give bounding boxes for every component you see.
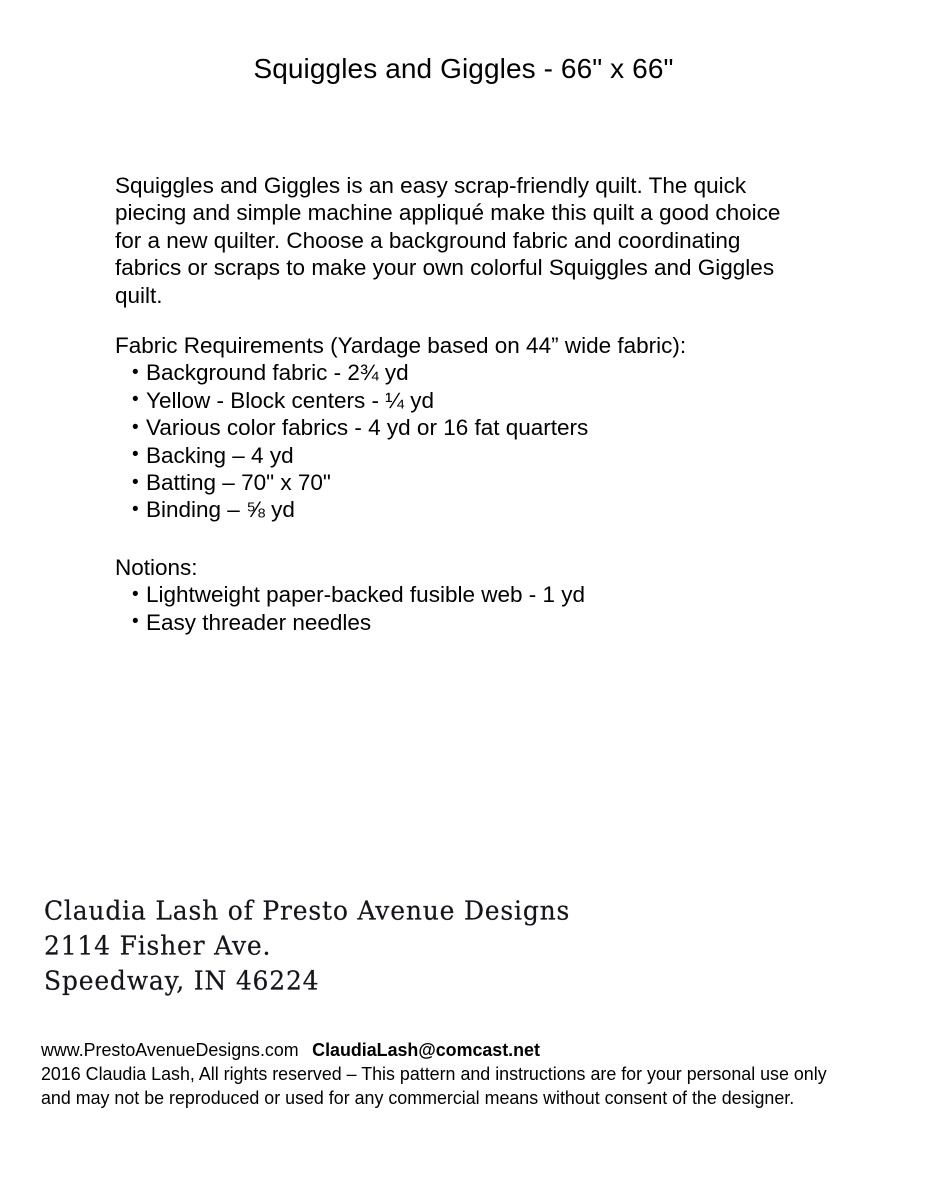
list-item: • Binding – ⅝ yd xyxy=(115,496,815,523)
list-item: • Backing – 4 yd xyxy=(115,442,815,469)
email-link[interactable]: ClaudiaLash@comcast.net xyxy=(312,1039,540,1060)
designer-signature-block xyxy=(44,893,604,998)
footer-contact-line xyxy=(41,1038,856,1062)
fabric-requirements-heading: Fabric Requirements (Yardage based on 44” wide fabric): xyxy=(115,333,687,359)
list-item: • Background fabric - 2¾ yd xyxy=(115,359,815,386)
fabric-requirements-section xyxy=(115,332,815,524)
list-item: • Easy threader needles xyxy=(115,609,815,636)
fabric-requirements-list xyxy=(115,359,815,523)
page-footer xyxy=(41,1038,886,1110)
page-title: Squiggles and Giggles - 66" x 66" xyxy=(253,53,674,84)
document-body xyxy=(115,172,815,636)
list-item: • Various color fabrics - 4 yd or 16 fat quarters xyxy=(115,414,815,441)
notions-heading: Notions: xyxy=(115,554,198,580)
list-item: • Batting – 70" x 70" xyxy=(115,469,815,496)
signature-city-state-zip: Speedway, IN 46224 xyxy=(44,965,320,996)
copyright-notice xyxy=(41,1062,842,1110)
notions-section xyxy=(115,554,815,636)
signature-name: Claudia Lash of Presto Avenue Designs xyxy=(44,895,571,926)
copyright-line-1: 2016 Claudia Lash, All rights reserved – This pattern and instructions are for your personal use only xyxy=(41,1063,827,1084)
intro-paragraph: Squiggles and Giggles is an easy scrap-friendly quilt. The quick piecing and simple machine appliqué make this quilt a good choice for a new quilter. Choose a background fabric and coordinating fabrics or scraps to make your own colorful Squiggles and Giggles quilt. xyxy=(115,173,781,308)
copyright-line-2: and may not be reproduced or used for any commercial means without consent of the designer. xyxy=(41,1087,795,1108)
notions-list xyxy=(115,581,815,636)
signature-street: 2114 Fisher Ave. xyxy=(44,930,272,961)
list-item: • Yellow - Block centers - ¼ yd xyxy=(115,387,815,414)
list-item: • Lightweight paper-backed fusible web - 1 yd xyxy=(115,581,815,608)
website-link[interactable]: www.PrestoAvenueDesigns.com xyxy=(41,1039,299,1060)
